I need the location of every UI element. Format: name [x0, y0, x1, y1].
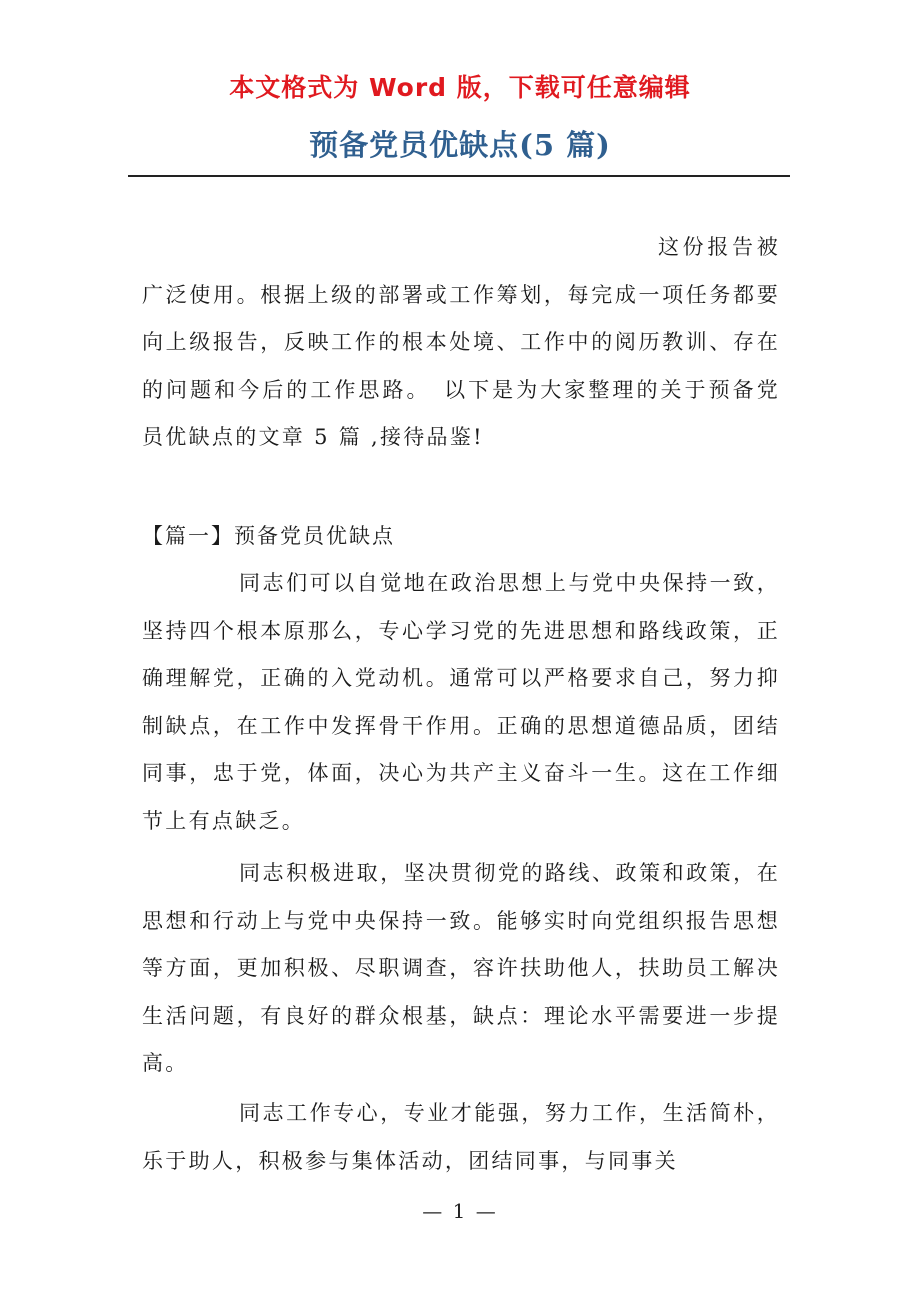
body-paragraph-1: 同志们可以自觉地在政治思想上与党中央保持一致，坚持四个根本原那么，专心学习党的先进思想和路线政策，正确理解党，正确的入党动机。通常可以严格要求自己，努力抑制缺点，在工作中发挥骨干作用。正确的思想道德品质，团结同事，忠于党，体面，决心为共产主义奋斗一生。这在工作细节上有点缺乏。	[142, 571, 780, 833]
title-divider	[128, 175, 790, 177]
body-paragraph-3: 同志工作专心，专业才能强，努力工作，生活简朴，乐于助人，积极参与集体活动，团结同事，与同事关	[142, 1101, 780, 1173]
intro-paragraph: 这份报告被广泛使用。根据上级的部署或工作筹划，每完成一项任务都要向上级报告，反映工作的根本处境、工作中的阅历教训、存在的问题和今后的工作思路。 以下是为大家整理的关于预备党员优缺点的文章 5 篇 ,接待品鉴!	[142, 235, 780, 449]
body-paragraph-2: 同志积极进取，坚决贯彻党的路线、政策和政策，在思想和行动上与党中央保持一致。能够实时向党组织报告思想等方面，更加积极、尽职调查，容许扶助他人，扶助员工解决生活问题，有良好的群众根基，缺点：理论水平需要进一步提高。	[142, 861, 780, 1075]
section-heading: 【篇一】预备党员优缺点	[142, 524, 395, 548]
page-number: — 1 —	[422, 1199, 498, 1223]
download-notice: 本文格式为 Word 版，下载可任意编辑	[229, 73, 691, 102]
document-title: 预备党员优缺点(5 篇)	[309, 128, 611, 162]
